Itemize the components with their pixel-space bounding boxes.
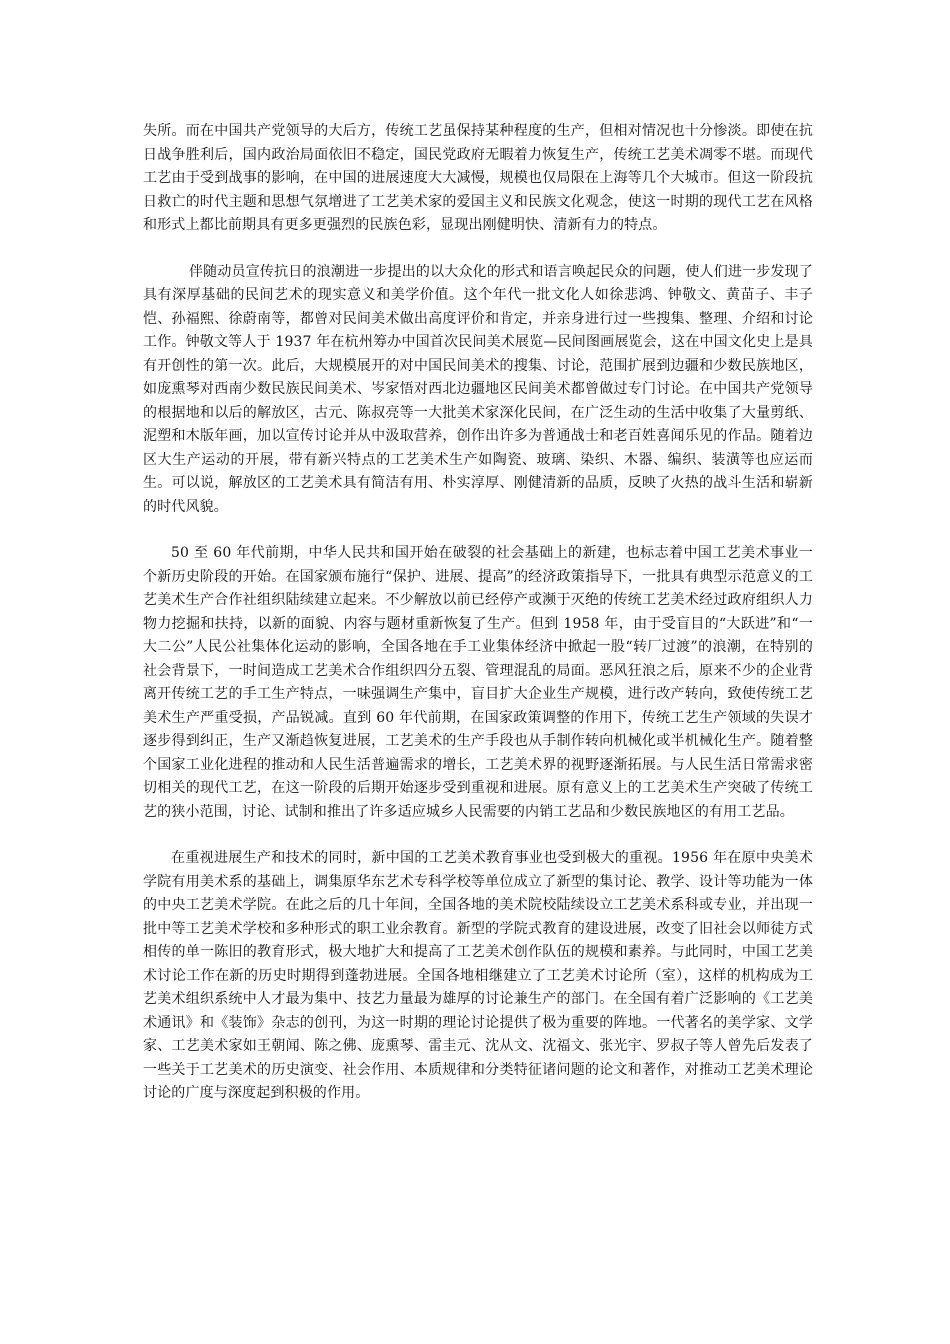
paragraph-folk-art: 伴随动员宣传抗日的浪潮进一步提出的以大众化的形式和语言唤起民众的问题，使人们进一步发现了具有深厚基础的民间艺术的现实意义和美学价值。这个年代一批文化人如徐悲鸿、钟敬文、黄苗子、丰子恺、孙福熙、徐蔚南等，都曾对民间美术做出高度评价和肯定，并亲身进行过一些搜集、整理、介绍和讨论工作。钟敬文等人于 1937 年在杭州筹办中国首次民间美术展览—民间图画展览会，这在中国文化史上是具有开创性的第一次。此后，大规模展开的对中国民间美术的搜集、讨论，范围扩展到边疆和少数民族地区，如庞熏琴对西南少数民族民间美术、岑家悟对西北边疆地区民间美术都曾做过专门讨论。在中国共产党领导的根据地和以后的解放区，古元、陈叔亮等一大批美术家深化民间，在广泛生动的生活中收集了大量剪纸、泥塑和木版年画，加以宣传讨论并从中汲取营养，创作出许多为普通战士和老百姓喜闻乐见的作品。随着边区大生产运动的开展，带有新兴特点的工艺美术生产如陶瓷、玻璃、染织、木器、编织、装潢等也应运而生。可以说，解放区的工艺美术具有简洁有用、朴实淳厚、刚健清新的品质，反映了火热的战斗生活和崭新的时代风貌。 [143, 263, 813, 515]
paragraph-education: 在重视进展生产和技术的同时，新中国的工艺美术教育事业也受到极大的重视。1956 年在原中央美术学院有用美术系的基础上，调集原华东艺术专科学校等单位成立了新型的集讨论、教学、设计等功能为一体的中央工艺美术学院。在此之后的几十年间，全国各地的美术院校陆续设立工艺美术系科或专业，并出现一批中等工艺美术学校和多种形式的职工业余教育。新型的学院式教育的建设进展，改变了旧社会以师徒方式相传的单一陈旧的教育形式，极大地扩大和提高了工艺美术创作队伍的规模和素养。与此同时，中国工艺美术讨论工作在新的历史时期得到蓬勃进展。全国各地相继建立了工艺美术讨论所（室），这样的机构成为工艺美术组织系统中人才最为集中、技艺力量最为雄厚的讨论兼生产的部门。在全国有着广泛影响的《工艺美术通讯》和《装饰》杂志的创刊，为这一时期的理论讨论提供了极为重要的阵地。一代著名的美学家、文学家、工艺美术家如王朝闻、陈之佛、庞熏琴、雷圭元、沈从文、沈福文、张光宇、罗叔子等人曾先后发表了一些关于工艺美术的历史演变、社会作用、本质规律和分类特征诸问题的论文和著作，对推动工艺美术理论讨论的广度与深度起到积极的作用。 [143, 850, 813, 1101]
paragraph-continued: 失所。而在中国共产党领导的大后方，传统工艺虽保持某种程度的生产，但相对情况也十分惨淡。即使在抗日战争胜利后，国内政治局面依旧不稳定，国民党政府无暇着力恢复生产，传统工艺美术凋零不堪。而现代工艺由于受到战事的影响，在中国的进展速度大大减慢，规模也仅局限在上海等几个大城市。但这一阶段抗日救亡的时代主题和思想气氛增进了工艺美术家的爱国主义和民族文化观念，使这一时期的现代工艺在风格和形式上都比前期具有更多更强烈的民族色彩，显现出刚健明快、清新有力的特点。 [143, 123, 813, 233]
document-page [143, 120, 813, 1106]
paragraph-1950s-60s: 50 至 60 年代前期，中华人民共和国开始在破裂的社会基础上的新建，也标志着中国工艺美术事业一个新历史阶段的开始。在国家颁布施行“保护、进展、提高”的经济政策指导下，一批具有典型示范意义的工艺美术生产合作社组织陆续建立起来。不少解放以前已经停产或濒于灭绝的传统工艺美术经过政府组织人力物力挖掘和扶持，以新的面貌、内容与题材重新恢复了生产。但到 1958 年，由于受盲目的“大跃进”和“一大二公”人民公社集体化运动的影响，全国各地在手工业集体经济中掀起一股“转厂过渡”的浪潮，在特别的社会背景下，一时间造成工艺美术合作组织四分五裂、管理混乱的局面。恶风狂浪之后，原来不少的企业背离开传统工艺的手工生产特点，一味强调生产集中，盲目扩大企业生产规模，进行改产转向，致使传统工艺美术生产严重受损，产品锐减。直到 60 年代前期，在国家政策调整的作用下，传统工艺生产领域的失误才逐步得到纠正，生产又渐趋恢复进展，工艺美术的生产手段也从手制作转向机械化或半机械化生产。随着整个国家工业化进程的推动和人民生活普遍需求的增长，工艺美术界的视野逐渐拓展。与人民生活日常需求密切相关的现代工艺，在这一阶段的后期开始逐步受到重视和进展。原有意义上的工艺美术生产突破了传统工艺的狭小范围，讨论、试制和推出了许多适应城乡人民需要的内销工艺品和少数民族地区的有用工艺品。 [143, 545, 813, 820]
